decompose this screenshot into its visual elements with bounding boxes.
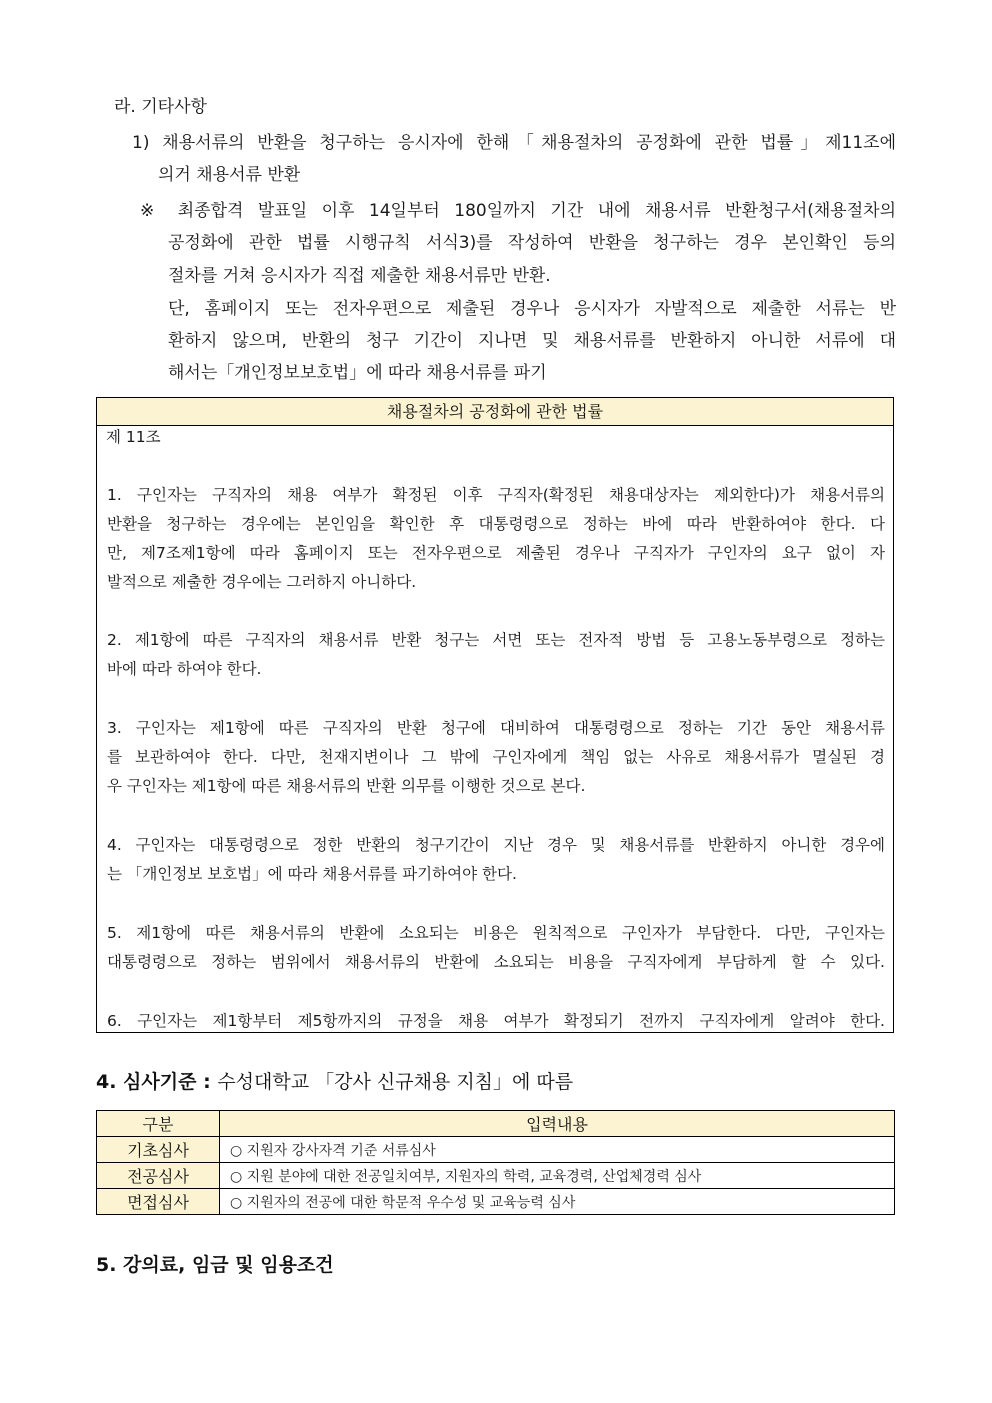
section-4-number: 4. 심사기준 : [96, 1071, 211, 1093]
section-4-text: 수성대학교 「강사 신규채용 지침」에 따름 [217, 1071, 574, 1093]
section-heading: 라. 기타사항 [114, 97, 207, 117]
table-header-row [97, 1111, 895, 1137]
law-para-3-line: 우 구인자는 제1항에 따른 채용서류의 반환 의무를 이행한 것으로 본다. [107, 777, 586, 795]
section-4-heading [96, 1069, 573, 1095]
law-para-1-line: 반환을 청구하는 경우에는 본인임을 확인한 후 대통령령으로 정하는 바에 따라 반환하여야 한다. 다 [107, 515, 885, 533]
item-1-line-2: 의거 채용서류 반환 [158, 165, 301, 185]
law-para-1-line: 만, 제7조제1항에 따라 홈페이지 또는 전자우편으로 제출된 경우나 구직자가 구인자의 요구 없이 자 [107, 544, 885, 562]
section-5-heading: 5. 강의료, 임금 및 임용조건 [96, 1254, 334, 1276]
law-box-title: 채용절차의 공정화에 관한 법률 [97, 398, 893, 426]
law-para-3-line: 3. 구인자는 제1항에 따른 구직자의 반환 청구에 대비하여 대통령령으로 정하는 기간 동안 채용서류 [107, 719, 885, 737]
law-para-3-line: 를 보관하여야 한다. 다만, 천재지변이나 그 밖에 구인자에게 책임 없는 사유로 채용서류가 멸실된 경 [107, 748, 885, 766]
criteria-table [96, 1110, 895, 1215]
law-para-4-line: 4. 구인자는 대통령령으로 정한 반환의 청구기간이 지난 경우 및 채용서류를 반환하지 아니한 경우에 [107, 836, 885, 854]
table-row [97, 1137, 895, 1163]
row-content: ○ 지원 분야에 대한 전공일치여부, 지원자의 학력, 교육경력, 산업체경력 심사 [220, 1163, 895, 1189]
law-para-1-line: 1. 구인자는 구직자의 채용 여부가 확정된 이후 구직자(확정된 채용대상자는 제외한다)가 채용서류의 [107, 486, 885, 504]
item-1-line-1: 1) 채용서류의 반환을 청구하는 응시자에 한해「채용절차의 공정화에 관한 법률」제11조에 [132, 133, 896, 153]
note-line: 단, 홈페이지 또는 전자우편으로 제출된 경우나 응시자가 자발적으로 제출한 서류는 반 [168, 299, 896, 319]
law-box [96, 397, 894, 1033]
law-para-2-line: 바에 따라 하여야 한다. [107, 660, 262, 678]
law-para-5-line: 대통령령으로 정하는 범위에서 채용서류의 반환에 소요되는 비용을 구직자에게 부담하게 할 수 있다. [107, 953, 885, 971]
law-para-1-line: 발적으로 제출한 경우에는 그러하지 아니하다. [107, 573, 417, 591]
row-content: ○ 지원자 강사자격 기준 서류심사 [220, 1137, 895, 1163]
row-category: 전공심사 [97, 1163, 220, 1189]
table-header-content: 입력내용 [220, 1111, 895, 1137]
row-category: 기초심사 [97, 1137, 220, 1163]
note-line: ※ 최종합격 발표일 이후 14일부터 180일까지 기간 내에 채용서류 반환청구서(채용절차의 [140, 201, 896, 221]
row-content: ○ 지원자의 전공에 대한 학문적 우수성 및 교육능력 심사 [220, 1189, 895, 1215]
note-line: 공정화에 관한 법률 시행규칙 서식3)를 작성하여 반환을 청구하는 경우 본인확인 등의 [168, 233, 896, 253]
table-row [97, 1163, 895, 1189]
law-para-6-line: 6. 구인자는 제1항부터 제5항까지의 규정을 채용 여부가 확정되기 전까지 구직자에게 알려야 한다. [107, 1012, 885, 1030]
law-article: 제 11조 [106, 428, 161, 446]
table-header-category: 구분 [97, 1111, 220, 1137]
table-row [97, 1189, 895, 1215]
law-para-5-line: 5. 제1항에 따른 채용서류의 반환에 소요되는 비용은 원칙적으로 구인자가 부담한다. 다만, 구인자는 [107, 924, 885, 942]
note-line: 절차를 거쳐 응시자가 직접 제출한 채용서류만 반환. [168, 266, 551, 286]
note-line: 환하지 않으며, 반환의 청구 기간이 지나면 및 채용서류를 반환하지 아니한 서류에 대 [168, 331, 896, 351]
row-category: 면접심사 [97, 1189, 220, 1215]
note-line: 해서는「개인정보보호법」에 따라 채용서류를 파기 [168, 363, 547, 383]
law-para-4-line: 는 「개인정보 보호법」에 따라 채용서류를 파기하여야 한다. [107, 865, 517, 883]
law-para-2-line: 2. 제1항에 따른 구직자의 채용서류 반환 청구는 서면 또는 전자적 방법 등 고용노동부령으로 정하는 [107, 631, 885, 649]
